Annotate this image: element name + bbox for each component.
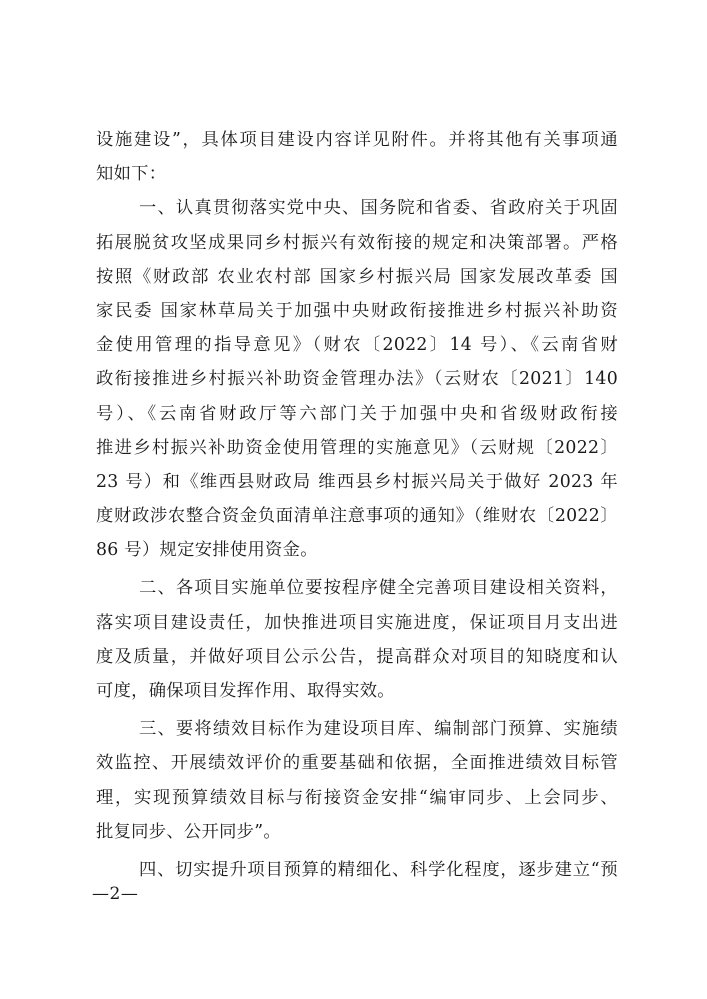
text-line: 二、各项目实施单位要按程序健全完善项目建设相关资料，	[139, 578, 618, 599]
text-line: 可度，确保项目发挥作用、取得实效。	[96, 681, 395, 701]
document-body	[96, 123, 618, 887]
page-number: —2—	[92, 884, 139, 904]
paragraph-item-2	[96, 571, 618, 708]
text-line: 一、认真贯彻落实党中央、国务院和省委、省政府关于巩固	[139, 198, 618, 219]
text-line: 家民委 国家林草局关于加强中央财政衔接推进乡村振兴补助资	[96, 300, 618, 321]
paragraph-continuation	[96, 123, 618, 191]
text-line: 政衔接推进乡村振兴补助资金管理办法》（云财农〔2021〕140	[96, 369, 618, 390]
text-line: 度财政涉农整合资金负面清单注意事项的通知》（维财农〔2022〕	[96, 506, 618, 527]
text-line: 度及质量，并做好项目公示公告，提高群众对项目的知晓度和认	[96, 646, 618, 667]
text-line: 批复同步、公开同步”。	[96, 821, 281, 842]
text-line: 23 号）和《维西县财政局 维西县乡村振兴局关于做好 2023 年	[96, 471, 618, 492]
text-line: 落实项目建设责任，加快推进项目实施进度，保证项目月支出进	[96, 612, 618, 633]
text-line: 知如下：	[96, 164, 167, 185]
text-line: 效监控、开展绩效评价的重要基础和依据，全面推进绩效目标管	[96, 753, 618, 774]
text-line: 设施建设”，具体项目建设内容详见附件。并将其他有关事项通	[96, 130, 618, 150]
paragraph-item-3	[96, 712, 618, 849]
text-line: 推进乡村振兴补助资金使用管理的实施意见》（云财规〔2022〕	[96, 437, 618, 458]
text-line: 理，实现预算绩效目标与衔接资金安排“编审同步、上会同步、	[96, 787, 618, 808]
paragraph-item-1	[96, 191, 618, 567]
text-line: 拓展脱贫攻坚成果同乡村振兴有效衔接的规定和决策部署。严格	[96, 232, 618, 253]
text-line: 86 号）规定安排使用资金。	[96, 540, 318, 561]
text-line: 四、切实提升项目预算的精细化、科学化程度，逐步建立“预	[139, 859, 618, 880]
text-line: 三、要将绩效目标作为建设项目库、编制部门预算、实施绩	[139, 719, 618, 740]
text-line: 金使用管理的指导意见》（财农〔2022〕14 号）、《云南省财	[96, 335, 618, 356]
text-line: 按照《财政部 农业农村部 国家乡村振兴局 国家发展改革委 国	[96, 266, 618, 287]
paragraph-item-4	[96, 853, 618, 887]
text-line: 号）、《云南省财政厅等六部门关于加强中央和省级财政衔接	[96, 403, 618, 424]
